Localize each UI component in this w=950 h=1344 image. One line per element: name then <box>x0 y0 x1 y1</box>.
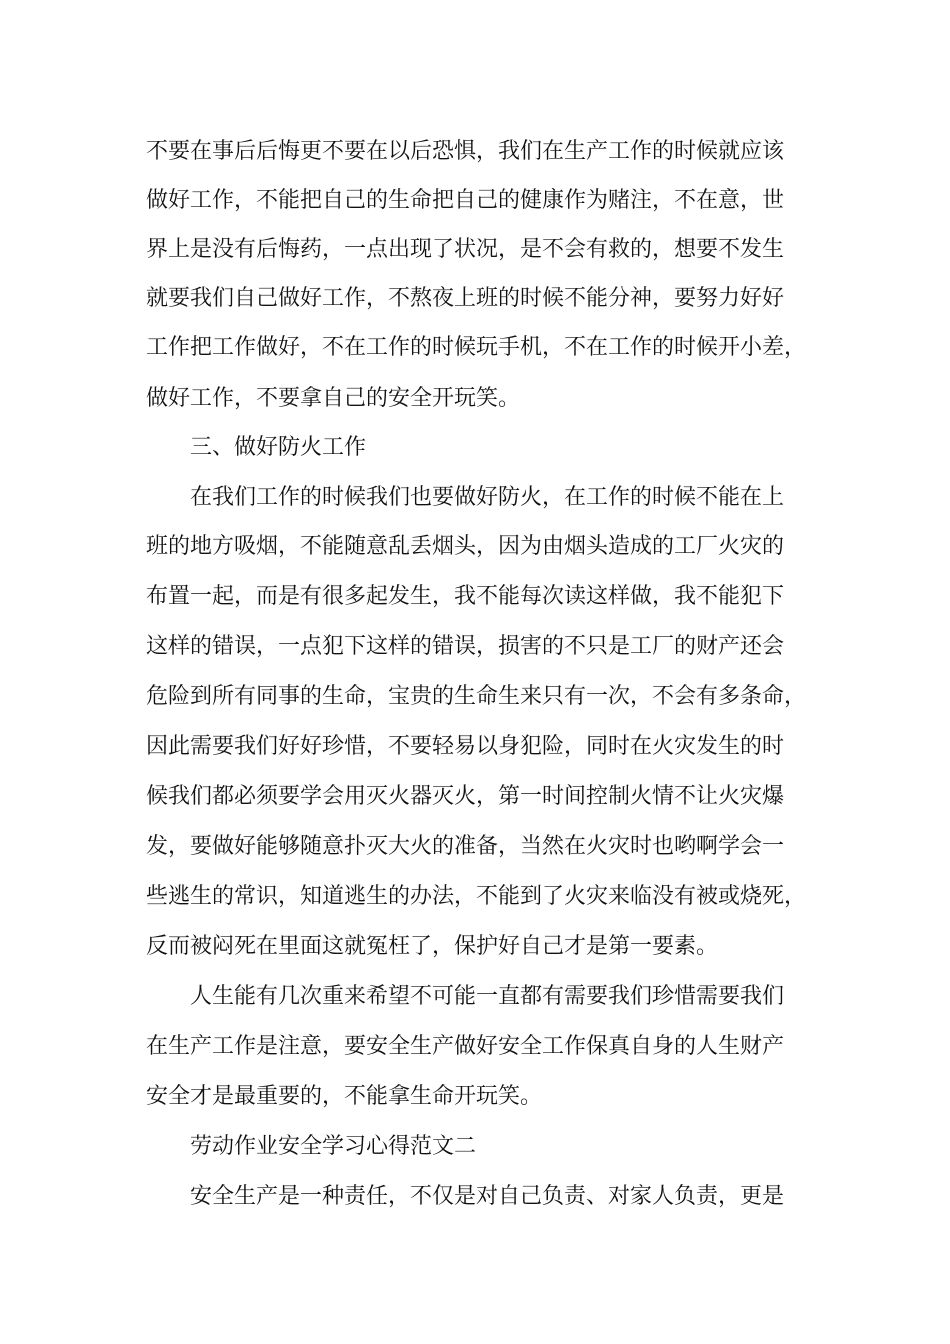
section-heading: 劳动作业安全学习心得范文二 <box>190 1134 477 1159</box>
paragraph-line: 发，要做好能够随意扑灭大火的准备，当然在火灾时也哟啊学会一 <box>146 834 785 859</box>
paragraph-line: 危险到所有同事的生命，宝贵的生命生来只有一次，不会有多条命， <box>146 684 807 709</box>
paragraph-line: 做好工作，不能把自己的生命把自己的健康作为赌注，不在意，世 <box>146 188 785 213</box>
paragraph-line: 做好工作，不要拿自己的安全开玩笑。 <box>146 386 521 411</box>
paragraph-line: 这样的错误，一点犯下这样的错误，损害的不只是工厂的财产还会 <box>146 634 785 659</box>
paragraph-line: 候我们都必须要学会用灭火器灭火，第一时间控制火情不让火灾爆 <box>146 784 785 809</box>
paragraph-line: 界上是没有后悔药，一点出现了状况，是不会有救的，想要不发生 <box>146 237 785 262</box>
section-heading: 三、做好防火工作 <box>190 435 367 460</box>
paragraph-line: 班的地方吸烟，不能随意乱丢烟头，因为由烟头造成的工厂火灾的 <box>146 534 785 559</box>
paragraph-line: 布置一起，而是有很多起发生，我不能每次读这样做，我不能犯下 <box>146 584 785 609</box>
paragraph-line: 在生产工作是注意，要安全生产做好安全工作保真自身的人生财产 <box>146 1034 785 1059</box>
paragraph-line: 安全才是最重要的，不能拿生命开玩笑。 <box>146 1084 543 1109</box>
paragraph-line: 在我们工作的时候我们也要做好防火，在工作的时候不能在上 <box>190 485 785 510</box>
paragraph-line: 些逃生的常识，知道逃生的办法，不能到了火灾来临没有被或烧死， <box>146 884 807 909</box>
paragraph-line: 因此需要我们好好珍惜，不要轻易以身犯险，同时在火灾发生的时 <box>146 734 785 759</box>
paragraph-line: 安全生产是一种责任，不仅是对自己负责、对家人负责，更是 <box>190 1184 785 1209</box>
paragraph-line: 反而被闷死在里面这就冤枉了，保护好自己才是第一要素。 <box>146 934 719 959</box>
paragraph-line: 不要在事后后悔更不要在以后恐惧，我们在生产工作的时候就应该 <box>146 139 785 164</box>
paragraph-line: 工作把工作做好，不在工作的时候玩手机，不在工作的时候开小差， <box>146 335 807 360</box>
paragraph-line: 就要我们自己做好工作，不熬夜上班的时候不能分神，要努力好好 <box>146 286 785 311</box>
paragraph-line: 人生能有几次重来希望不可能一直都有需要我们珍惜需要我们 <box>190 984 785 1009</box>
